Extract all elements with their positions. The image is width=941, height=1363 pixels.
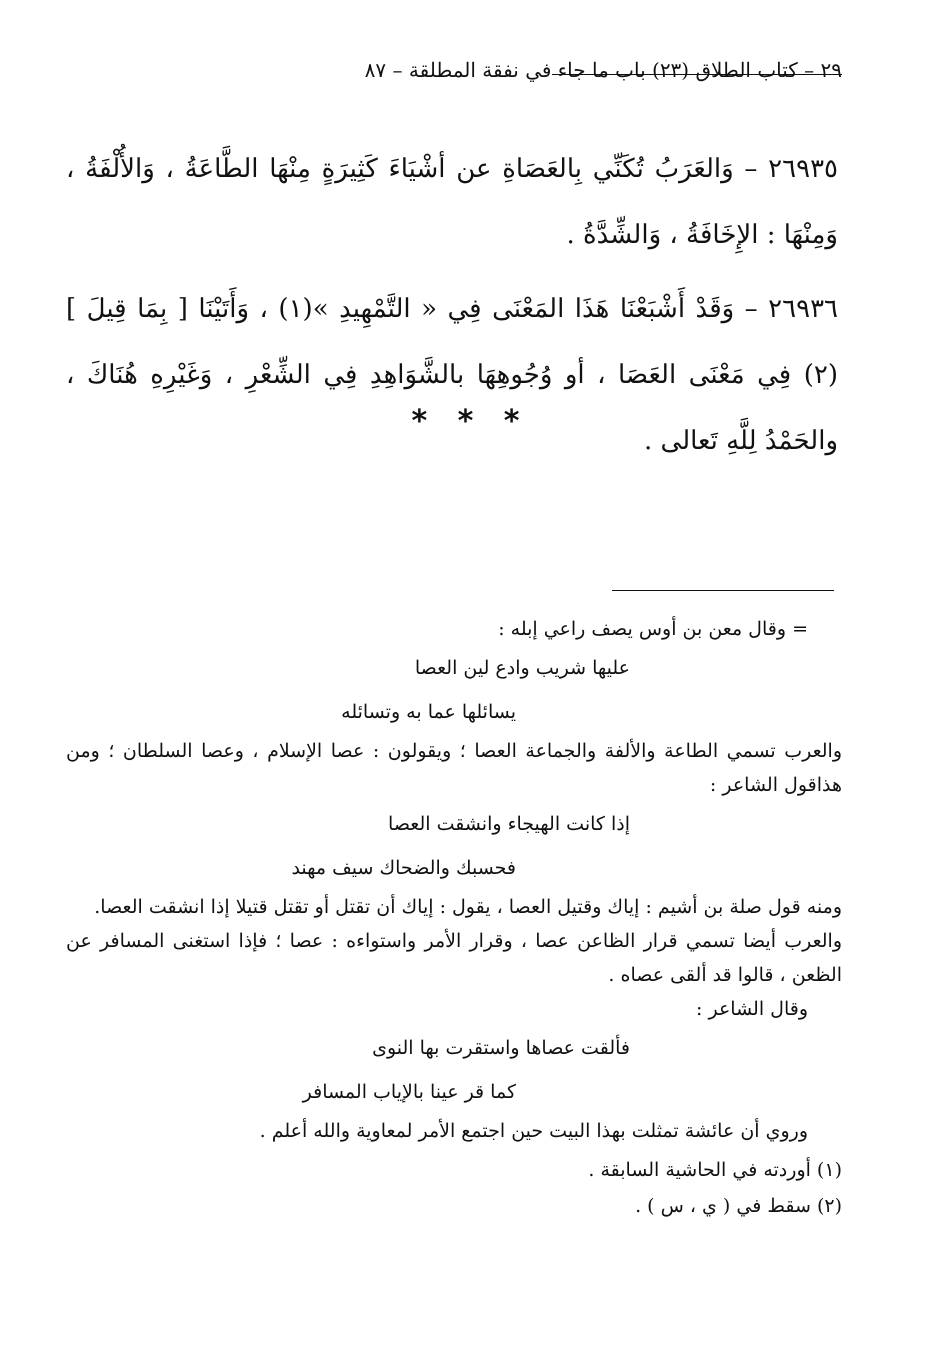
verse-line: فحسبك والضحاك سيف مهند [291, 857, 516, 879]
note-paragraph: ومنه قول صلة بن أشيم : إياك وقتيل العصا ، يقول : إياك أن تقتل أو تقتل قتيلا إذا انشقت العصا. [94, 896, 842, 918]
verse-line: إذا كانت الهيجاء وانشقت العصا [388, 813, 630, 835]
note-intro: = وقال معن بن أوس يصف راعي إبله : [498, 618, 808, 640]
footnote-1: (١) أوردته في الحاشية السابقة . [588, 1159, 842, 1181]
running-title: ٢٩ – كتاب الطلاق (٢٣) باب ما جاء في نفقة المطلقة – ٨٧ [364, 58, 842, 82]
note-paragraph: والعرب أيضا تسمي قرار الظاعن عصا ، وقرار الأمر واستواءه : عصا ؛ فإذا استغنى المسافر عن الظعن ، قالوا قد ألقى عصاه . [66, 930, 842, 986]
page-header [60, 56, 842, 90]
note-paragraph: وقال الشاعر : [696, 998, 808, 1020]
paragraph-26936: ٢٦٩٣٦ – وَقَدْ أَشْبَعْنَا هَذَا المَعْنَى فِي « التَّمْهِيدِ »(١) ، وَأَتَيْنَا [ بِمَا قِيلَ ](٢) فِي مَعْنَى العَصَا ، أو وُجُوهِهَا بالشَّوَاهِدِ فِي الشِّعْرِ ، وَغَيْرِهِ هُنَاكَ ، والحَمْدُ لِلَّهِ تَعالى . [66, 294, 838, 456]
verse-line: فألقت عصاها واستقرت بها النوى [372, 1037, 630, 1059]
footnote-2: (٢) سقط في ( ي ، س ) . [635, 1195, 842, 1217]
section-separator: * * * [411, 404, 530, 439]
paragraph-26935: ٢٦٩٣٥ – وَالعَرَبُ تُكَنِّي بِالعَصَاةِ عن أشْيَاءَ كَثِيرَةٍ مِنْهَا الطَّاعَةُ ، وَالأُلْفَةُ ، وَمِنْهَا : الإِخَافَةُ ، وَالشِّدَّةُ . [66, 154, 838, 250]
verse-line: عليها شريب وادع لين العصا [414, 657, 630, 679]
verse-line: كما قر عينا بالإياب المسافر [302, 1081, 516, 1103]
footnote-rule [612, 590, 834, 591]
verse-line: يسائلها عما به وتسائله [341, 701, 516, 723]
header-rule [552, 74, 842, 75]
note-paragraph: والعرب تسمي الطاعة والألفة والجماعة العصا ؛ ويقولون : عصا الإسلام ، وعصا السلطان ؛ ومن هذاقول الشاعر : [66, 740, 842, 796]
footnotes [66, 612, 842, 1224]
note-paragraph: وروي أن عائشة تمثلت بهذا البيت حين اجتمع الأمر لمعاوية والله أعلم . [259, 1120, 808, 1142]
